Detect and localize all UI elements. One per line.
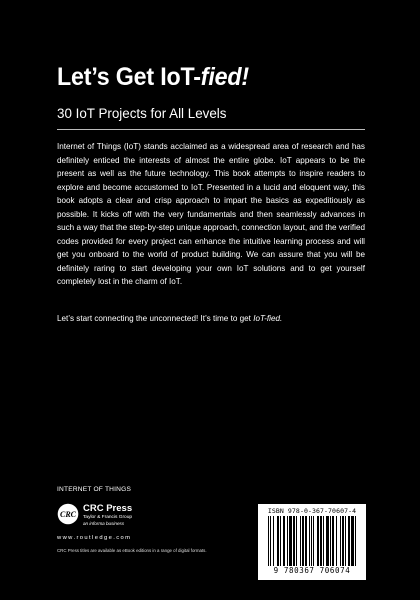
divider-rule [57,129,365,130]
barcode-bar [313,516,314,566]
barcode-bar [332,516,334,566]
book-subtitle: 30 IoT Projects for All Levels [57,106,227,121]
barcode-bar [289,516,292,566]
barcode-bar [342,516,344,566]
barcode-digits: 9 780367 706074 [273,566,351,575]
publisher-url: www.routledge.com [57,535,132,541]
book-description: Internet of Things (IoT) stands acclaimed as a widespread area of research and has definitely enticed the interests of almost the entire globe. IoT appears to be the present as well as the future technology. This book attempts to inspire readers to explore and become accustomed to IoT. Presented in a lucid and eloquent way, this book adopts a clear and crisp approach to impart the basics as expeditiously as possible. It kicks off with the very fundamentals and then seamlessly advances in such a way that the step-by-step unique approach, connection layout, and the verified codes provided for every project can enhance the intuitive learning process and will get you onboard to the world of product building. We can assure that you will be definitely raring to start developing your own IoT solutions and to get yourself completely lost in the charm of IoT. [57,142,365,286]
ebook-note: CRC Press titles are available as eBook editions in a range of digital formats. [57,548,207,553]
tagline [57,313,282,325]
publisher-group: Taylor & Francis Group [83,515,133,520]
crc-logo-icon [57,503,79,525]
barcode-bar [345,516,346,566]
barcode-bar [330,516,331,566]
isbn-text: ISBN 978-0-367-70607-4 [267,507,357,515]
tagline-main: Let’s start connecting the unconnected! It’s time to get [57,314,254,323]
barcode-bar [300,516,301,566]
logo-text: CRC [59,510,77,519]
book-title [57,62,249,92]
barcode-bar [305,516,307,566]
barcode-bar [287,516,288,566]
barcode-bar [317,516,319,566]
barcode-bar [296,516,297,566]
barcode-bar [323,516,324,566]
barcode-bar [280,516,281,566]
barcode-bar [340,516,341,566]
category-label: INTERNET OF THINGS [57,486,132,493]
barcode-bar [293,516,295,566]
barcode-bar [268,516,269,566]
barcode-bar [336,516,337,566]
barcode-bar [351,516,354,566]
title-italic: fied! [200,63,249,91]
barcode-bar [270,516,271,566]
barcode-bar [348,516,350,566]
barcode-bar [277,516,279,566]
title-main: Let’s Get IoT- [57,63,201,91]
barcode-bar [273,516,274,566]
barcode-bar [355,516,356,566]
tagline-italic: IoT-fied. [253,314,283,323]
barcode-panel [258,504,366,580]
barcode-bar [320,516,322,566]
barcode-bar [302,516,304,566]
publisher-business: an informa business [83,521,125,526]
publisher-name: CRC Press [83,503,133,514]
barcode-bar [309,516,310,566]
barcode-bar [311,516,312,566]
barcode-bar [283,516,285,566]
barcode-bar [326,516,329,566]
barcode [268,516,356,566]
